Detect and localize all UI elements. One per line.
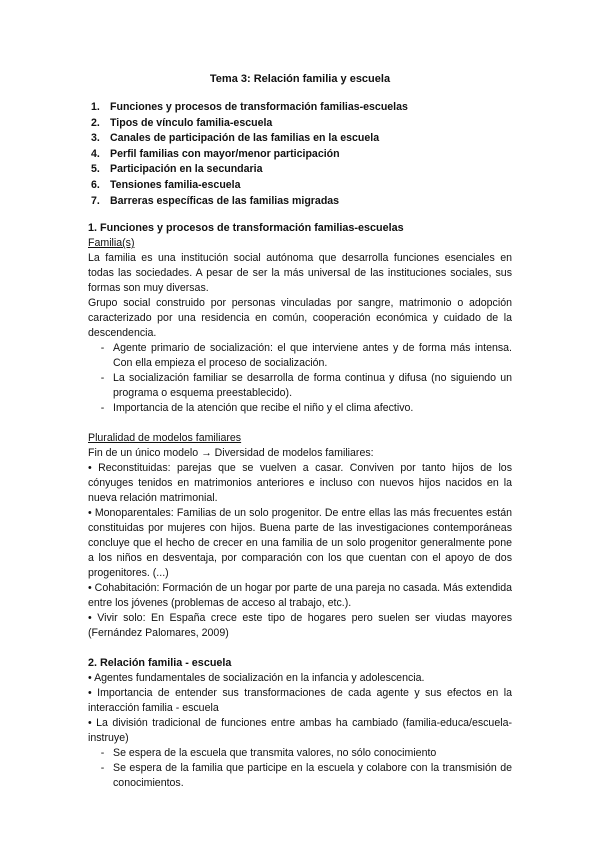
dash-marker: -	[100, 372, 105, 385]
list-item	[92, 341, 512, 371]
familia-dash-list	[92, 341, 512, 416]
list-item-text: La socialización familiar se desarrolla de forma continua y difusa (no siguiendo un programa o esquema preestablecido).	[113, 372, 512, 400]
bullet-importancia: • Importancia de entender sus transformaciones de cada agente y sus efectos en la interacción familia - escuela	[88, 687, 512, 715]
toc-item	[88, 194, 512, 210]
list-item	[92, 371, 512, 401]
toc-item	[88, 147, 512, 163]
escuela-dash-list	[92, 746, 512, 791]
document-title: Tema 3: Relación familia y escuela	[209, 73, 391, 85]
toc-item	[88, 178, 512, 194]
list-item	[92, 761, 512, 791]
toc-number: 1.	[91, 101, 100, 113]
list-item-text: Importancia de la atención que recibe el niño y el clima afectivo.	[113, 402, 414, 415]
toc-label: Participación en la secundaria	[110, 163, 263, 176]
toc-item	[88, 131, 512, 147]
toc-label: Tensiones familia-escuela	[110, 178, 241, 191]
toc-number: 4.	[91, 147, 100, 160]
dash-marker: -	[100, 342, 105, 355]
list-item-text: Se espera de la escuela que transmita valores, no sólo conocimiento	[113, 747, 437, 760]
list-item-text: Se espera de la familia que participe en la escuela y colabore con la transmisión de conocimientos.	[113, 762, 512, 790]
toc-item	[88, 162, 512, 178]
toc-label: Tipos de vínculo familia-escuela	[110, 116, 273, 129]
list-item-text: Agente primario de socialización: el que interviene antes y de forma más intensa. Con ella empieza el proceso de socialización.	[113, 342, 512, 370]
bullet-reconstituidas: • Reconstituidas: parejas que se vuelven a casar. Conviven por tanto hijos de los cónyuges tenidos en matrimonios anteriores e incluso con nuevos hijos nacidos en la nueva relación matrimonial.	[88, 462, 512, 505]
section-2-heading: 2. Relación familia - escuela	[88, 657, 232, 670]
toc-label: Funciones y procesos de transformación familias-escuelas	[110, 101, 408, 113]
bullet-agentes: • Agentes fundamentales de socialización en la infancia y adolescencia.	[88, 672, 425, 685]
table-of-contents	[88, 100, 512, 209]
dash-marker: -	[100, 762, 105, 775]
familia-subheading: Familia(s)	[88, 237, 135, 250]
dash-marker: -	[100, 747, 105, 760]
toc-label: Canales de participación de las familias en la escuela	[110, 132, 380, 145]
bullet-division: • La división tradicional de funciones entre ambas ha cambiado (familia-educa/escuela-instruye)	[88, 717, 512, 745]
toc-item	[88, 116, 512, 132]
toc-number: 2.	[91, 116, 100, 129]
toc-label: Barreras específicas de las familias migradas	[110, 194, 340, 207]
toc-number: 5.	[91, 163, 100, 176]
toc-label: Perfil familias con mayor/menor participación	[110, 147, 340, 160]
list-item	[92, 401, 512, 416]
bullet-cohabitacion: • Cohabitación: Formación de un hogar por parte de una pareja no casada. Más extendida entre los jóvenes (problemas de acceso al trabajo, etc.).	[88, 582, 512, 610]
toc-item	[88, 100, 512, 116]
dash-marker: -	[100, 402, 105, 415]
toc-number: 3.	[91, 132, 100, 145]
toc-number: 7.	[91, 194, 100, 207]
familia-paragraph-1: La familia es una institución social autónoma que desarrolla funciones esenciales en todas las sociedades. A pesar de ser la más universal de las instituciones sociales, sus formas son muy diversas.	[88, 252, 512, 295]
list-item	[92, 746, 512, 761]
pluralidad-intro: Fin de un único modelo → Diversidad de modelos familiares:	[88, 447, 374, 460]
pluralidad-subheading: Pluralidad de modelos familiares	[88, 432, 242, 445]
bullet-monoparentales: • Monoparentales: Familias de un solo progenitor. De entre ellas las más frecuentes están constituidas por mujeres con hijos. Buena parte de las investigaciones contemporáneas concluye que el hecho de crecer en una familia de un solo progenitor generalmente pone a los niños en desventaja, por comparación con los que cuentan con el apoyo de dos progenitores. (...)	[88, 507, 512, 580]
section-1-heading: 1. Funciones y procesos de transformación familias-escuelas	[88, 222, 404, 235]
familia-paragraph-2: Grupo social construido por personas vinculadas por sangre, matrimonio o adopción caracterizado por una residencia en común, cooperación económica y cuidado de la descendencia.	[88, 297, 512, 340]
toc-number: 6.	[91, 178, 100, 191]
bullet-vivir-solo: • Vivir solo: En España crece este tipo de hogares pero suelen ser viudas mayores (Fernández Palomares, 2009)	[88, 612, 512, 640]
